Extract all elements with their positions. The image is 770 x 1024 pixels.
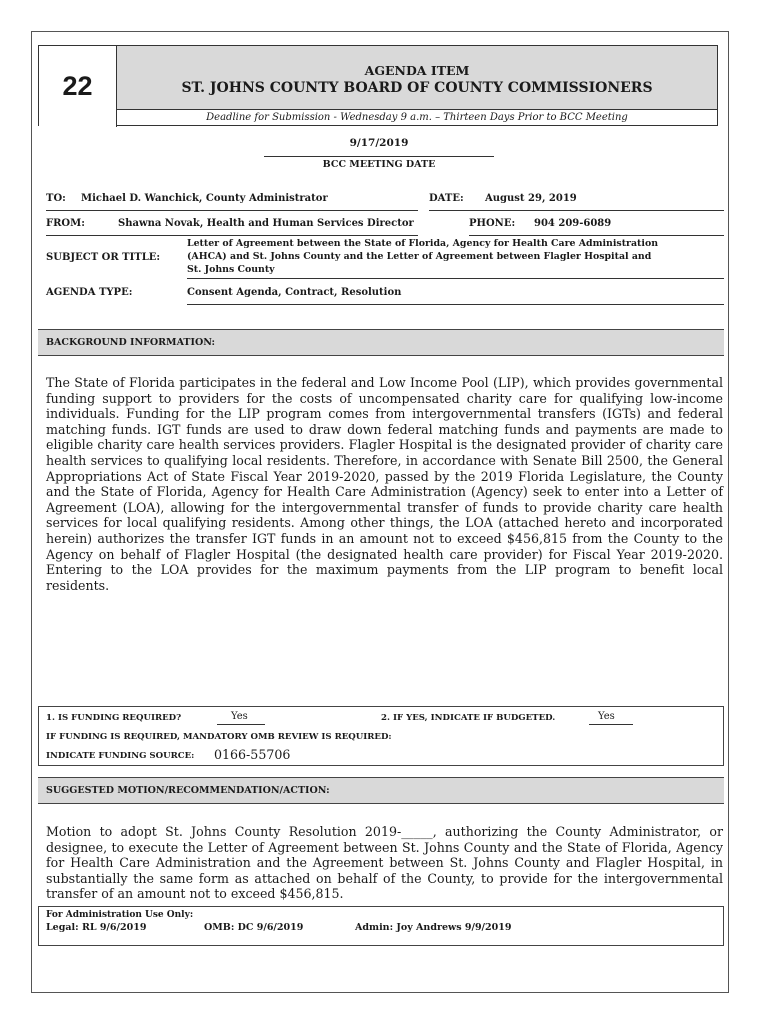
admin-omb: OMB: DC 9/6/2019 [204,922,304,933]
to-label: TO: [46,193,66,204]
date-underline [429,210,724,211]
motion-text: Motion to adopt St. Johns County Resolution 2019-_____, authorizing the County Administrator, or designee, to execute the Letter of Agreement between St. Johns County and the State of Florida, Agency for Health Care Administration and the Agreement between St. Johns County and Flagler Hospital, in substantially the same form as attached on behalf of the County, to provide for the intergovernmental transfer of an amount not to exceed $456,815. [46,824,723,902]
budgeted-value: Yes [598,711,615,722]
budgeted-label: 2. IF YES, INDICATE IF BUDGETED. [381,713,556,723]
subject-label: SUBJECT OR TITLE: [46,252,161,263]
funding-source-label: INDICATE FUNDING SOURCE: [46,751,195,761]
subject-line-2: (AHCA) and St. Johns County and the Letter of Agreement between Flagler Hospital and [187,251,652,262]
funding-required-underline [217,724,265,725]
agenda-type-value: Consent Agenda, Contract, Resolution [187,287,402,298]
subject-underline [187,278,724,279]
background-heading: BACKGROUND INFORMATION: [38,329,724,356]
funding-required-label: 1. IS FUNDING REQUIRED? [46,713,182,723]
agenda-type-label: AGENDA TYPE: [46,287,133,298]
to-underline [46,210,418,211]
admin-use-heading: For Administration Use Only: [46,910,194,920]
funding-required-value: Yes [231,711,248,722]
meeting-date-label: BCC MEETING DATE [322,159,436,170]
agenda-item-number: 22 [39,46,117,127]
funding-source-value: 0166-55706 [214,747,291,762]
header-title-block [117,46,717,110]
date-label: DATE: [429,193,464,204]
submission-deadline: Deadline for Submission - Wednesday 9 a.m. – Thirteen Days Prior to BCC Meeting [206,112,628,123]
admin-admin: Admin: Joy Andrews 9/9/2019 [355,922,512,933]
to-value: Michael D. Wanchick, County Administrator [81,193,328,204]
from-label: FROM: [46,218,85,229]
phone-label: PHONE: [469,218,516,229]
subject-line-1: Letter of Agreement between the State of Florida, Agency for Health Care Administration [187,238,659,249]
from-value: Shawna Novak, Health and Human Services Director [118,218,414,229]
budgeted-underline [589,724,633,725]
agenda-header [38,45,718,126]
agenda-type-underline [187,304,724,305]
phone-underline [469,235,724,236]
from-underline [46,235,418,236]
meeting-date: 9/17/2019 [349,137,409,149]
date-value: August 29, 2019 [485,193,577,204]
agenda-item-page [31,31,729,993]
admin-legal: Legal: RL 9/6/2019 [46,922,147,933]
admin-use-box [38,906,724,946]
header-title-line2: ST. JOHNS COUNTY BOARD OF COUNTY COMMISSIONERS [181,80,653,96]
subject-line-3: St. Johns County [187,264,275,275]
meeting-date-underline [264,156,494,157]
phone-value: 904 209-6089 [534,218,612,229]
omb-review-note: IF FUNDING IS REQUIRED, MANDATORY OMB REVIEW IS REQUIRED: [46,732,392,742]
funding-box [38,706,724,766]
background-text: The State of Florida participates in the federal and Low Income Pool (LIP), which provides governmental funding support to providers for the costs of uncompensated charity care for qualifying low-income individuals. Funding for the LIP program comes from intergovernmental transfers (IGTs) and federal matching funds. IGT funds are used to draw down federal matching funds and payments are made to eligible charity care health services providers. Flagler Hospital is the designated provider of charity care health services to qualifying local residents. Therefore, in accordance with Senate Bill 2500, the General Appropriations Act of State Fiscal Year 2019-2020, passed by the 2019 Florida Legislature, the County and the State of Florida, Agency for Health Care Administration (Agency) seek to enter into a Letter of Agreement (LOA), allowing for the intergovernmental transfer of funds to provide charity care health services for local qualifying residents. Among other things, the LOA (attached hereto and incorporated herein) authorizes the transfer IGT funds in an amount not to exceed $456,815 from the County to the Agency on behalf of Flagler Hospital (the designated health care provider) for Fiscal Year 2019-2020. Entering to the LOA provides for the maximum payments from the LIP program to benefit local residents. [46,375,723,593]
motion-heading: SUGGESTED MOTION/RECOMMENDATION/ACTION: [38,777,724,804]
header-title-line1: AGENDA ITEM [364,63,470,78]
